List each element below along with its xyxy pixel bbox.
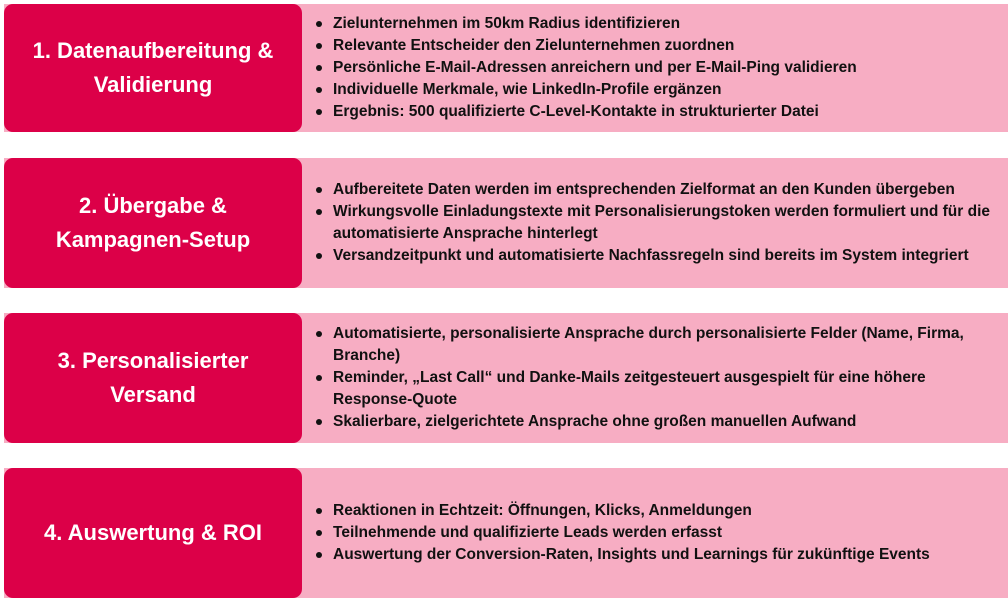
bullet-text: Relevante Entscheider den Zielunternehmen zuordnen xyxy=(333,37,735,54)
bullet-item xyxy=(316,101,1000,123)
bullet-item xyxy=(316,411,1000,433)
bullet-icon xyxy=(316,331,322,337)
bullet-list xyxy=(316,4,1000,132)
bullet-icon xyxy=(316,508,322,514)
bullet-item xyxy=(316,500,1000,522)
bullet-item xyxy=(316,79,1000,101)
bullet-icon xyxy=(316,419,322,425)
bullet-text: Aufbereitete Daten werden im entsprechenden Zielformat an den Kunden übergeben xyxy=(333,181,955,198)
step-title: 1. Datenaufbereitung & Validierung xyxy=(32,38,274,97)
bullet-text: Zielunternehmen im 50km Radius identifizieren xyxy=(333,15,681,32)
bullet-icon xyxy=(316,552,322,558)
bullet-text: Auswertung der Conversion-Raten, Insights und Learnings für zukünftige Events xyxy=(333,546,930,563)
step-label-box xyxy=(4,468,302,598)
step-title: 3. Personalisierter Versand xyxy=(57,348,249,407)
bullet-item xyxy=(316,35,1000,57)
bullet-icon xyxy=(316,253,322,259)
bullet-text: Individuelle Merkmale, wie LinkedIn-Profile ergänzen xyxy=(333,81,722,98)
step-label-box xyxy=(4,313,302,443)
bullet-icon xyxy=(316,87,322,93)
bullet-item xyxy=(316,179,1000,201)
bullet-text: Automatisierte, personalisierte Ansprache durch personalisierte Felder (Name, Firma, Branche) xyxy=(333,325,964,364)
bullet-icon xyxy=(316,109,322,115)
bullet-item xyxy=(316,57,1000,79)
step-row-4 xyxy=(0,468,1008,598)
bullet-icon xyxy=(316,530,322,536)
step-label-box xyxy=(4,158,302,288)
bullet-list xyxy=(316,158,1000,288)
bullet-text: Skalierbare, zielgerichtete Ansprache ohne großen manuellen Aufwand xyxy=(333,413,857,430)
bullet-item xyxy=(316,544,1000,566)
bullet-text: Ergebnis: 500 qualifizierte C-Level-Kontakte in strukturierter Datei xyxy=(333,103,819,120)
bullet-text: Reminder, „Last Call“ und Danke-Mails zeitgesteuert ausgespielt für eine höhere Response-Quote xyxy=(333,369,926,408)
bullet-icon xyxy=(316,187,322,193)
step-row-1 xyxy=(0,4,1008,132)
step-row-3 xyxy=(0,313,1008,443)
bullet-item xyxy=(316,522,1000,544)
bullet-text: Versandzeitpunkt und automatisierte Nachfassregeln sind bereits im System integriert xyxy=(333,247,969,264)
bullet-item xyxy=(316,201,1000,245)
bullet-icon xyxy=(316,209,322,215)
bullet-icon xyxy=(316,21,322,27)
bullet-icon xyxy=(316,375,322,381)
bullet-text: Teilnehmende und qualifizierte Leads werden erfasst xyxy=(333,524,723,541)
bullet-icon xyxy=(316,65,322,71)
bullet-list xyxy=(316,313,1000,443)
step-row-2 xyxy=(0,158,1008,288)
bullet-text: Reaktionen in Echtzeit: Öffnungen, Klicks, Anmeldungen xyxy=(333,502,752,519)
bullet-text: Wirkungsvolle Einladungstexte mit Personalisierungstoken werden formuliert und für die automatisierte Ansprache hinterlegt xyxy=(333,203,991,242)
step-title: 2. Übergabe & Kampagnen-Setup xyxy=(55,193,251,252)
bullet-text: Persönliche E-Mail-Adressen anreichern und per E-Mail-Ping validieren xyxy=(333,59,857,76)
bullet-item xyxy=(316,367,1000,411)
bullet-item xyxy=(316,245,1000,267)
step-label-box xyxy=(4,4,302,132)
bullet-item xyxy=(316,13,1000,35)
bullet-list xyxy=(316,468,1000,598)
step-title: 4. Auswertung & ROI xyxy=(44,520,262,545)
bullet-icon xyxy=(316,43,322,49)
bullet-item xyxy=(316,323,1000,367)
